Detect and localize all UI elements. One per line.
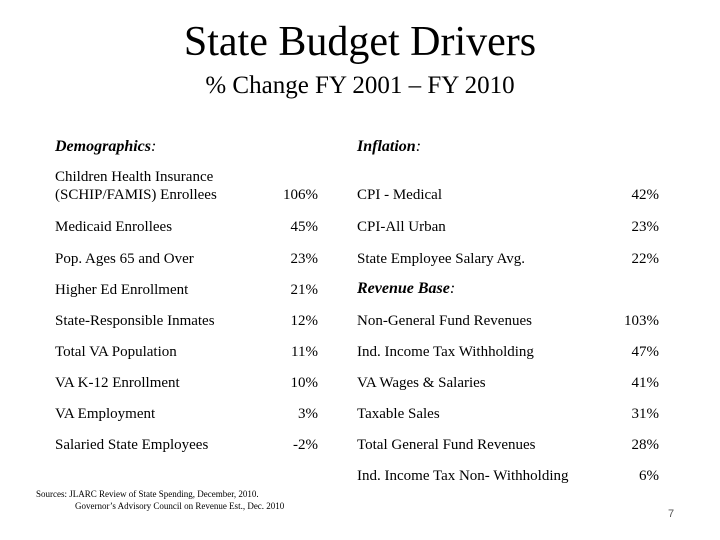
revenue-row-value: 31%: [631, 406, 659, 422]
demographics-row-value: 106%: [283, 187, 318, 203]
revenue-row-value: 47%: [631, 344, 659, 360]
inflation-heading-text: Inflation: [357, 138, 416, 155]
revenue-row-label: Ind. Income Tax Withholding: [357, 344, 534, 360]
demographics-row-label: Higher Ed Enrollment: [55, 282, 189, 298]
revenue-row-label: Total General Fund Revenues: [357, 437, 536, 453]
sources-note: [36, 488, 284, 512]
revenue-row-value: 103%: [624, 313, 659, 329]
inflation-heading: [357, 138, 421, 156]
revenue-row-value: 28%: [631, 437, 659, 453]
demographics-row-label: VA Employment: [55, 406, 156, 422]
sources-line-2: Governor’s Advisory Council on Revenue Est., Dec. 2010: [75, 501, 285, 511]
demographics-row-value: 3%: [298, 406, 318, 422]
revenue-row-label: Ind. Income Tax Non- Withholding: [357, 468, 569, 484]
demographics-row-label: Children Health Insurance (SCHIP/FAMIS) Enrollees: [55, 169, 217, 203]
demographics-heading: [55, 138, 156, 156]
page-number: 7: [668, 508, 675, 520]
inflation-row-label: State Employee Salary Avg.: [357, 251, 526, 267]
revenue-base-heading-text: Revenue Base: [357, 280, 450, 297]
revenue-row-label: Non-General Fund Revenues: [357, 313, 532, 329]
heading-colon: :: [151, 138, 157, 155]
revenue-base-heading: [357, 280, 455, 298]
inflation-row-value: 22%: [631, 251, 659, 267]
demographics-heading-text: Demographics: [55, 138, 151, 155]
inflation-row-label: CPI-All Urban: [357, 219, 446, 235]
demographics-row-value: 23%: [290, 251, 318, 267]
demographics-row-value: 11%: [291, 344, 318, 360]
heading-colon: :: [449, 280, 456, 297]
inflation-row-value: 23%: [631, 219, 659, 235]
revenue-row-value: 41%: [631, 375, 659, 391]
demographics-row-value: 12%: [290, 313, 318, 329]
demographics-row-label: Salaried State Employees: [55, 437, 209, 453]
demographics-row-label: Pop. Ages 65 and Over: [55, 251, 194, 267]
revenue-row-label: Taxable Sales: [357, 406, 440, 422]
demographics-row-value: -2%: [293, 437, 318, 453]
heading-colon: :: [415, 138, 422, 155]
slide-subtitle: % Change FY 2001 – FY 2010: [205, 72, 515, 99]
demographics-row-label: State-Responsible Inmates: [55, 313, 215, 329]
inflation-row-label: CPI - Medical: [357, 187, 442, 203]
demographics-row-value: 21%: [290, 282, 318, 298]
demographics-row-label: Medicaid Enrollees: [55, 219, 173, 235]
demographics-row-label: VA K-12 Enrollment: [55, 375, 180, 391]
inflation-row-value: 42%: [631, 187, 659, 203]
demographics-row-label: Total VA Population: [55, 344, 177, 360]
revenue-row-value: 6%: [639, 468, 659, 484]
slide-title: State Budget Drivers: [183, 19, 537, 65]
demographics-row-value: 45%: [290, 219, 318, 235]
demographics-row-value: 10%: [290, 375, 318, 391]
revenue-row-label: VA Wages & Salaries: [357, 375, 486, 391]
sources-line-1: Sources: JLARC Review of State Spending, December, 2010.: [36, 489, 259, 499]
